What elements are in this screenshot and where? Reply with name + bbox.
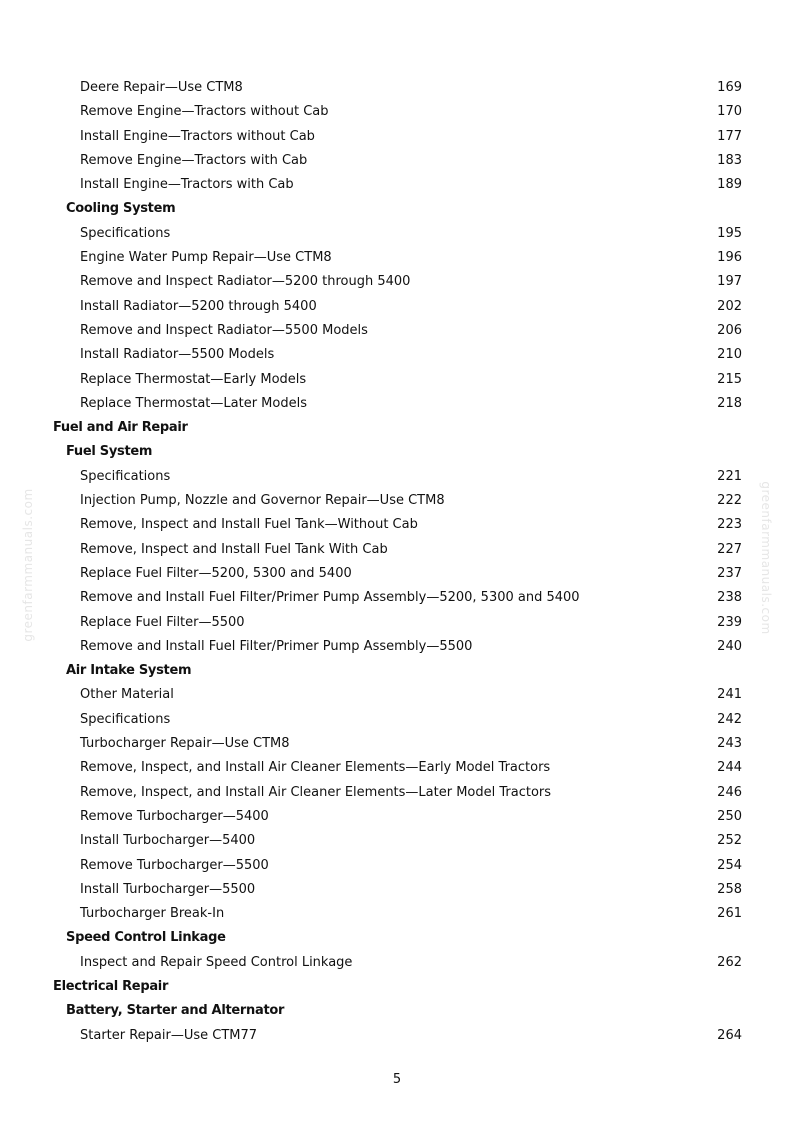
toc-entry-title: Remove and Inspect Radiator—5500 Models	[80, 322, 368, 338]
toc-entry-title: Install Turbocharger—5500	[80, 881, 256, 897]
toc-entry-title: Remove, Inspect and Install Fuel Tank With Cab	[80, 541, 388, 557]
toc-entry[interactable]	[0, 756, 794, 780]
toc-subsection-heading[interactable]	[0, 999, 794, 1023]
toc-entry[interactable]	[0, 246, 794, 270]
toc-subsection-heading[interactable]	[0, 197, 794, 221]
toc-entry[interactable]	[0, 173, 794, 197]
toc-entry-page: 246	[717, 784, 742, 800]
toc-entry-title: Cooling System	[66, 201, 176, 217]
toc-entry[interactable]	[0, 125, 794, 149]
toc-entry-page: 170	[717, 104, 742, 120]
toc-entry-title: Inspect and Repair Speed Control Linkage	[80, 954, 353, 970]
toc-entry-page: 196	[717, 250, 742, 266]
toc-entry[interactable]	[0, 611, 794, 635]
toc-entry-title: Install Engine—Tractors with Cab	[80, 177, 294, 193]
toc-entry-title: Fuel System	[66, 444, 153, 460]
toc-entry[interactable]	[0, 781, 794, 805]
toc-entry-page: 197	[717, 274, 742, 290]
toc-entry-title: Remove and Install Fuel Filter/Primer Pump Assembly—5500	[80, 638, 473, 654]
toc-entry-page: 183	[717, 152, 742, 168]
toc-entry-title: Engine Water Pump Repair—Use CTM8	[80, 250, 332, 266]
toc-entry-title: Remove Turbocharger—5500	[80, 857, 269, 873]
toc-entry[interactable]	[0, 76, 794, 100]
toc-entry-page: 241	[717, 687, 742, 703]
toc-entry-page: 238	[717, 590, 742, 606]
toc-entry[interactable]	[0, 951, 794, 975]
toc-entry[interactable]	[0, 270, 794, 294]
toc-entry[interactable]	[0, 222, 794, 246]
toc-entry-page: 261	[717, 906, 742, 922]
table-of-contents	[0, 76, 794, 1048]
toc-entry-title: Specifications	[80, 225, 171, 241]
toc-entry[interactable]	[0, 829, 794, 853]
watermark-right: greenfarmmanuals.com	[759, 481, 773, 635]
toc-entry[interactable]	[0, 562, 794, 586]
toc-entry-title: Fuel and Air Repair	[53, 420, 188, 436]
toc-entry[interactable]	[0, 368, 794, 392]
toc-entry[interactable]	[0, 343, 794, 367]
toc-entry-page: 218	[717, 395, 742, 411]
toc-subsection-heading[interactable]	[0, 926, 794, 950]
toc-entry-title: Install Radiator—5200 through 5400	[80, 298, 317, 314]
toc-entry[interactable]	[0, 878, 794, 902]
toc-entry-title: Replace Fuel Filter—5500	[80, 614, 245, 630]
toc-entry-page: 177	[717, 128, 742, 144]
toc-entry[interactable]	[0, 149, 794, 173]
toc-entry-page: 240	[717, 638, 742, 654]
toc-entry-title: Injection Pump, Nozzle and Governor Repair—Use CTM8	[80, 493, 445, 509]
toc-entry-page: 262	[717, 954, 742, 970]
toc-entry-page: 243	[717, 736, 742, 752]
toc-subsection-heading[interactable]	[0, 440, 794, 464]
toc-entry-page: 222	[717, 493, 742, 509]
toc-entry-title: Install Engine—Tractors without Cab	[80, 128, 315, 144]
toc-section-heading[interactable]	[0, 416, 794, 440]
toc-entry-title: Replace Thermostat—Early Models	[80, 371, 307, 387]
toc-entry[interactable]	[0, 295, 794, 319]
toc-entry-title: Specifications	[80, 468, 171, 484]
toc-entry-page: 264	[717, 1027, 742, 1043]
toc-entry[interactable]	[0, 392, 794, 416]
toc-entry-page: 215	[717, 371, 742, 387]
toc-entry[interactable]	[0, 854, 794, 878]
toc-entry-page: 189	[717, 177, 742, 193]
toc-entry-page: 252	[717, 833, 742, 849]
toc-entry-title: Install Turbocharger—5400	[80, 833, 256, 849]
toc-entry-title: Turbocharger Repair—Use CTM8	[80, 736, 290, 752]
toc-entry-page: 239	[717, 614, 742, 630]
toc-entry[interactable]	[0, 902, 794, 926]
toc-entry-page: 202	[717, 298, 742, 314]
toc-entry[interactable]	[0, 319, 794, 343]
toc-entry-title: Electrical Repair	[53, 978, 169, 994]
toc-entry-title: Remove, Inspect, and Install Air Cleaner Elements—Later Model Tractors	[80, 784, 552, 800]
toc-entry-title: Starter Repair—Use CTM77	[80, 1027, 258, 1043]
toc-entry-title: Speed Control Linkage	[66, 930, 226, 946]
toc-entry-page: 242	[717, 711, 742, 727]
toc-entry-title: Deere Repair—Use CTM8	[80, 80, 243, 95]
toc-entry-page: 169	[717, 80, 742, 95]
toc-entry-title: Remove and Inspect Radiator—5200 through 5400	[80, 274, 411, 290]
toc-entry-title: Replace Fuel Filter—5200, 5300 and 5400	[80, 565, 352, 581]
toc-entry[interactable]	[0, 635, 794, 659]
toc-entry-title: Remove and Install Fuel Filter/Primer Pump Assembly—5200, 5300 and 5400	[80, 590, 580, 606]
toc-entry-title: Specifications	[80, 711, 171, 727]
toc-entry-page: 237	[717, 565, 742, 581]
toc-entry-title: Remove Engine—Tractors without Cab	[80, 104, 329, 120]
toc-entry[interactable]	[0, 538, 794, 562]
toc-entry[interactable]	[0, 586, 794, 610]
toc-entry[interactable]	[0, 100, 794, 124]
toc-entry-title: Battery, Starter and Alternator	[66, 1003, 285, 1019]
toc-entry-title: Air Intake System	[66, 663, 192, 679]
toc-entry-page: 221	[717, 468, 742, 484]
toc-entry-title: Install Radiator—5500 Models	[80, 347, 275, 363]
toc-entry[interactable]	[0, 732, 794, 756]
toc-entry[interactable]	[0, 489, 794, 513]
toc-entry-page: 195	[717, 225, 742, 241]
toc-entry-title: Remove, Inspect and Install Fuel Tank—Without Cab	[80, 517, 418, 533]
toc-entry-title: Turbocharger Break-In	[80, 906, 225, 922]
toc-entry-title: Remove Turbocharger—5400	[80, 808, 269, 824]
toc-entry[interactable]	[0, 805, 794, 829]
toc-entry-page: 206	[717, 322, 742, 338]
toc-entry[interactable]	[0, 683, 794, 707]
toc-entry[interactable]	[0, 1024, 794, 1048]
toc-entry[interactable]	[0, 708, 794, 732]
toc-entry-title: Remove, Inspect, and Install Air Cleaner Elements—Early Model Tractors	[80, 760, 551, 776]
toc-entry-title: Replace Thermostat—Later Models	[80, 395, 307, 411]
toc-entry-page: 223	[717, 517, 742, 533]
toc-entry[interactable]	[0, 513, 794, 537]
toc-entry-page: 258	[717, 881, 742, 897]
toc-entry-page: 254	[717, 857, 742, 873]
toc-entry-page: 244	[717, 760, 742, 776]
toc-entry-page: 227	[717, 541, 742, 557]
toc-entry-page: 210	[717, 347, 742, 363]
toc-entry-title: Other Material	[80, 687, 174, 703]
toc-entry[interactable]	[0, 465, 794, 489]
watermark-left: greenfarmmanuals.com	[21, 488, 35, 642]
toc-entry-title: Remove Engine—Tractors with Cab	[80, 152, 308, 168]
page-number: 5	[392, 1072, 402, 1087]
toc-entry-page: 250	[717, 808, 742, 824]
toc-section-heading[interactable]	[0, 975, 794, 999]
toc-subsection-heading[interactable]	[0, 659, 794, 683]
